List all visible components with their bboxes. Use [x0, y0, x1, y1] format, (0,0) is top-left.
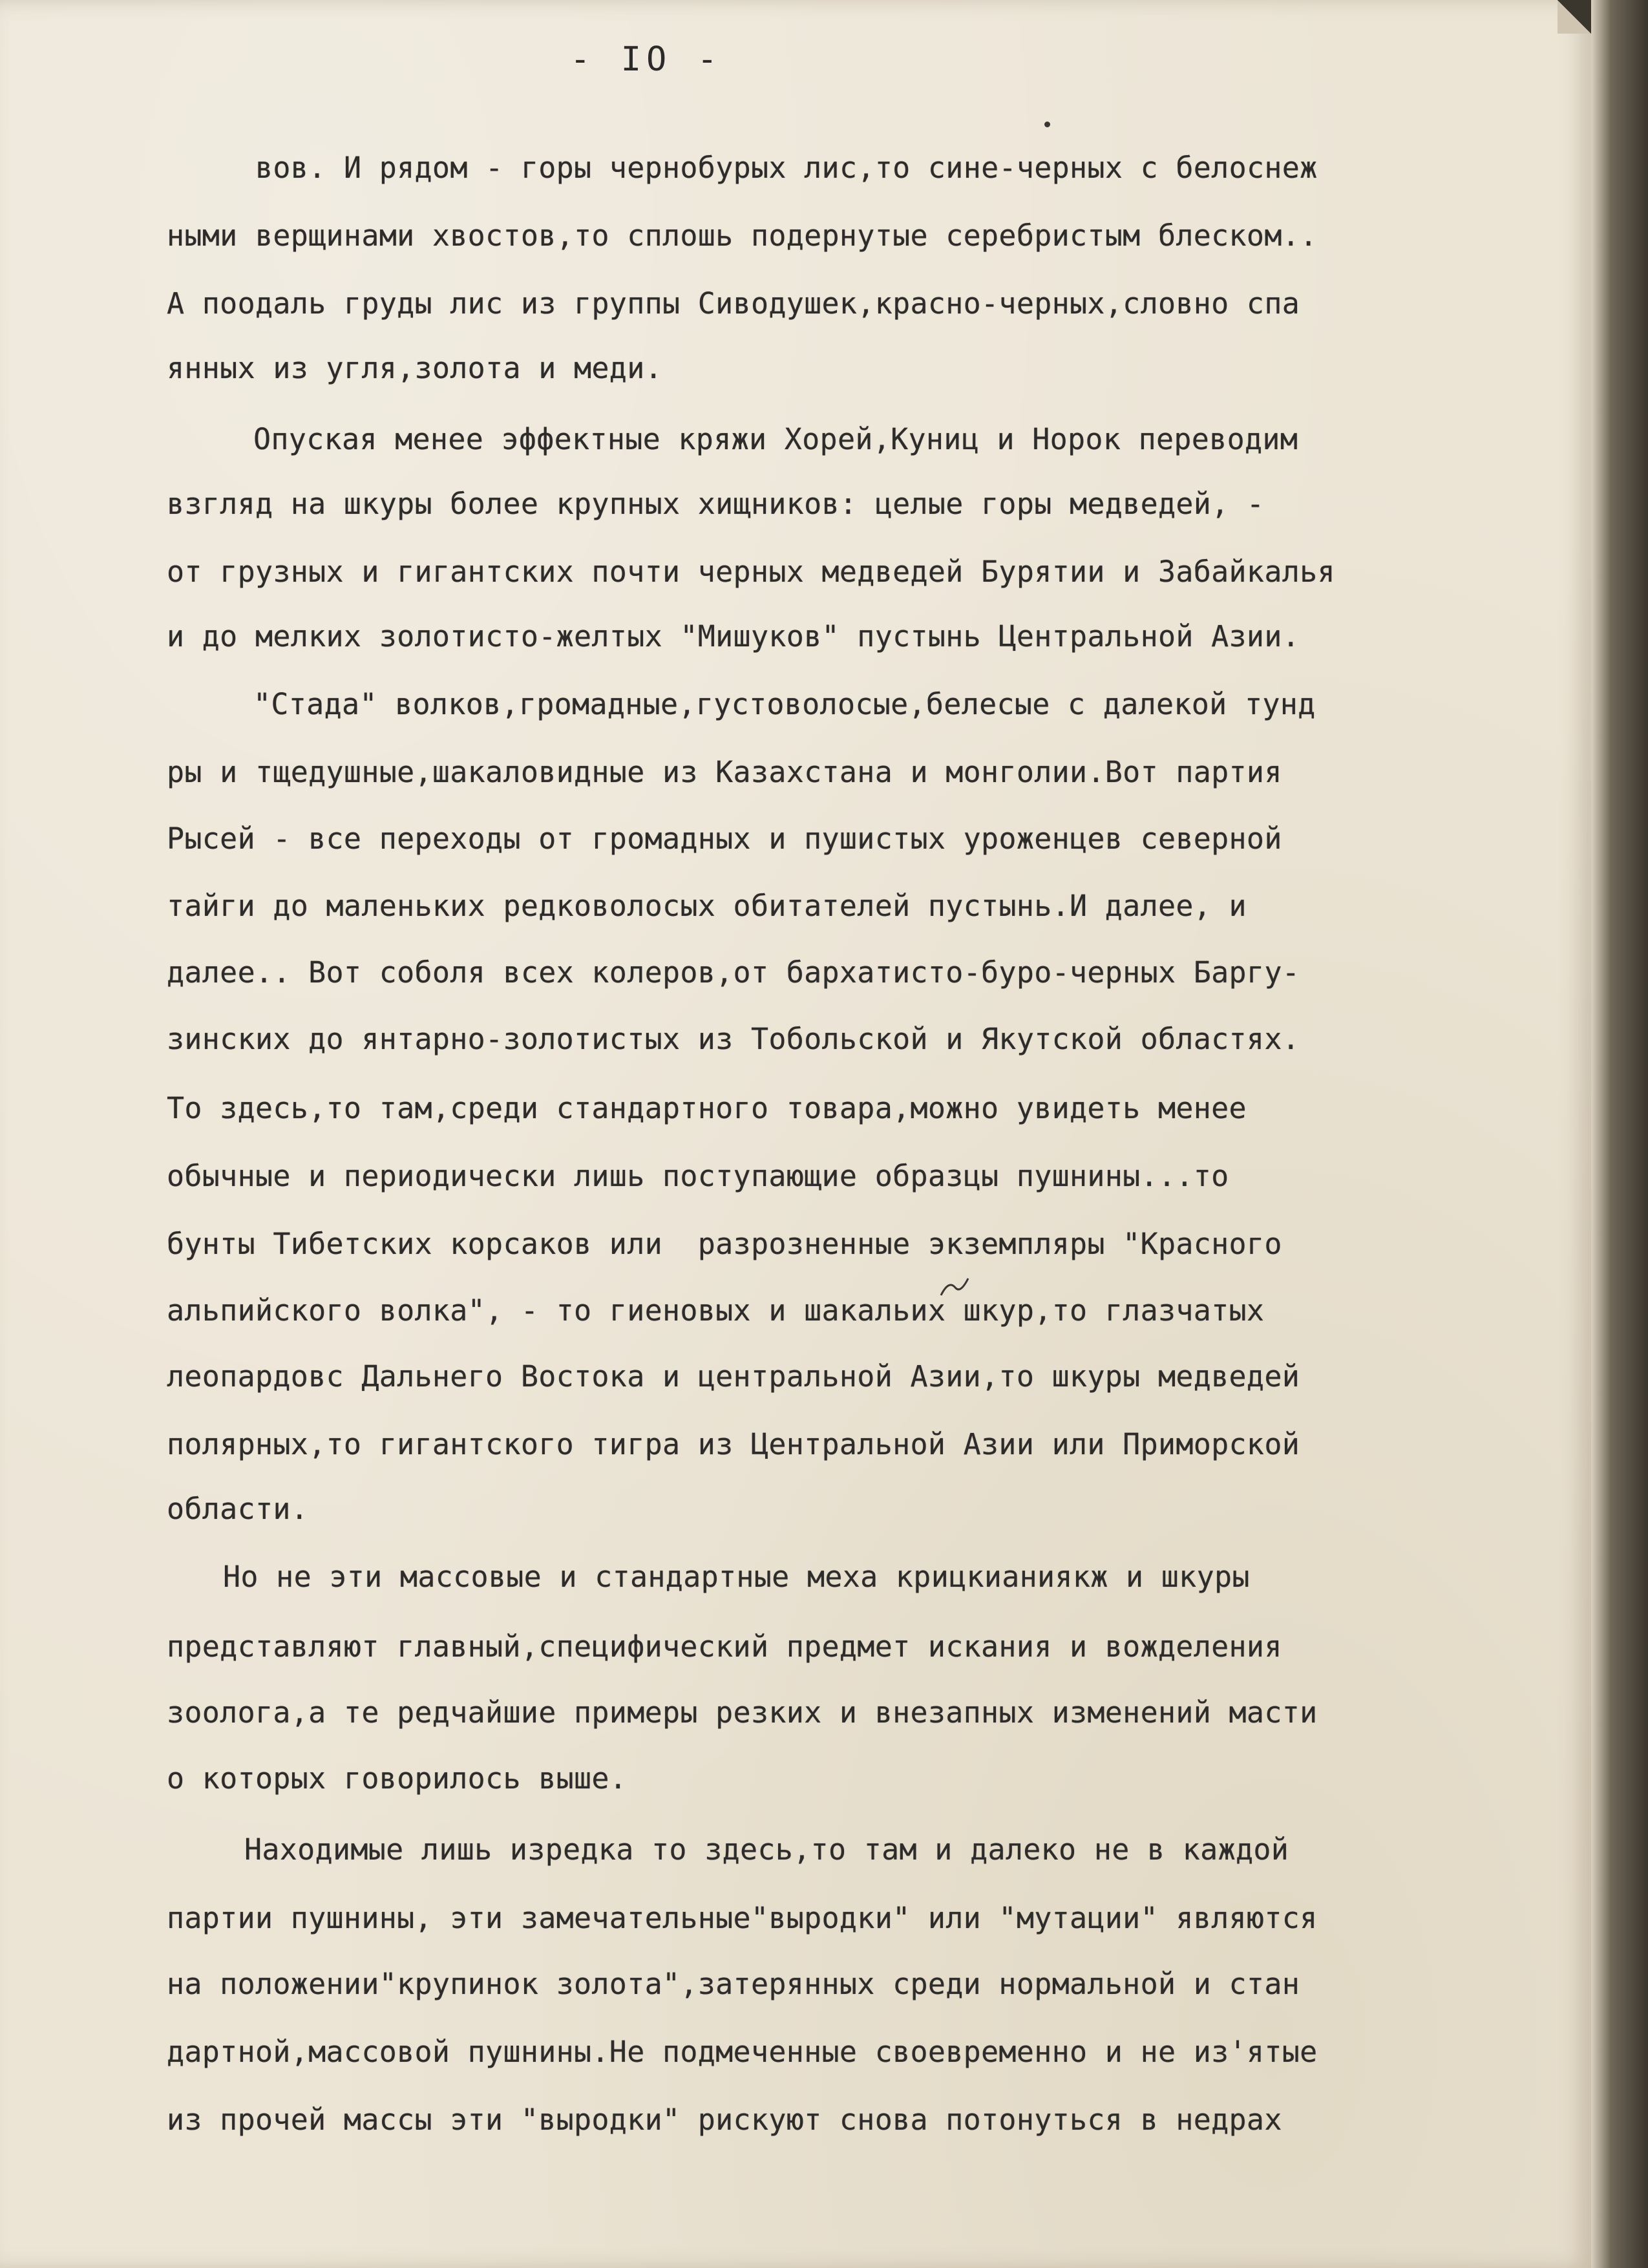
text-line: вов. И рядом - горы чернобурых лис,то сине-черных с белоснеж [255, 151, 1318, 185]
page-edge-shadow [1591, 0, 1648, 2268]
text-line: То здесь,то там,среди стандартного товара,можно увидеть менее [167, 1091, 1247, 1125]
text-line: Рысей - все переходы от громадных и пушистых уроженцев северной [167, 821, 1282, 856]
text-line: Опуская менее эффектные кряжи Хорей,Куниц и Норок переводим [253, 422, 1298, 456]
text-line: из прочей массы эти "выродки" рискуют снова потонуться в недрах [167, 2103, 1282, 2137]
text-line: и до мелких золотисто-желтых "Мишуков" пустынь Центральной Азии. [167, 619, 1300, 653]
page-number: - IO - [570, 40, 723, 79]
text-line: зинских до янтарно-золотистых из Тобольской и Якутской областях. [167, 1022, 1300, 1056]
text-line: леопардовс Дальнего Востока и центральной Азии,то шкуры медведей [167, 1359, 1300, 1394]
text-line: "Стада" волков,громадные,густоволосые,белесые с далекой тунд [253, 687, 1316, 721]
text-line: от грузных и гигантских почти черных медведей Бурятии и Забайкалья [167, 555, 1335, 589]
text-line: дартной,массовой пушнины.Не подмеченные своевременно и не из'ятые [167, 2035, 1318, 2069]
text-line: янных из угля,золота и меди. [167, 351, 662, 385]
text-line: тайги до маленьких редковолосых обитателей пустынь.И далее, и [167, 889, 1247, 923]
text-line: ры и тщедушные,шакаловидные из Казахстана и монголии.Вот партия [167, 755, 1282, 789]
text-line: взгляд на шкуры более крупных хищников: целые горы медведей, - [167, 487, 1265, 521]
text-line: А поодаль груды лис из группы Сиводушек,красно-черных,словно спа [167, 286, 1300, 321]
text-line: зоолога,а те редчайшие примеры резких и внезапных изменений масти [167, 1695, 1318, 1730]
text-line: бунты Тибетских корсаков или разрозненные экземпляры "Красного [167, 1227, 1282, 1261]
text-line: альпийского волка", - то гиеновых и шакальих шкур,то глазчатых [167, 1293, 1265, 1328]
text-line: ными верщинами хвостов,то сплошь подернутые серебристым блеском.. [167, 218, 1318, 253]
text-line: на положении"крупинок золота",затерянных среди нормальной и стан [167, 1967, 1300, 2001]
text-line: Находимые лишь изредка то здесь,то там и далеко не в каждой [244, 1832, 1289, 1867]
text-line: обычные и периодически лишь поступающие образцы пушнины...то [167, 1159, 1229, 1193]
text-line: полярных,то гигантского тигра из Центральной Азии или Приморской [167, 1427, 1300, 1461]
text-line: области. [167, 1492, 309, 1526]
text-line: представляют главный,специфический предмет искания и вожделения [167, 1629, 1282, 1664]
handwritten-correction-mark [936, 1275, 981, 1300]
text-line: Но не эти массовые и стандартные меха крицкианиякж и шкуры [223, 1560, 1250, 1594]
text-line: партии пушнины, эти замечательные"выродки" или "мутации" являются [167, 1901, 1318, 1935]
text-line: далее.. Вот соболя всех колеров,от бархатисто-буро-черных Баргу- [167, 955, 1300, 990]
text-line: о которых говорилось выше. [167, 1761, 628, 1796]
